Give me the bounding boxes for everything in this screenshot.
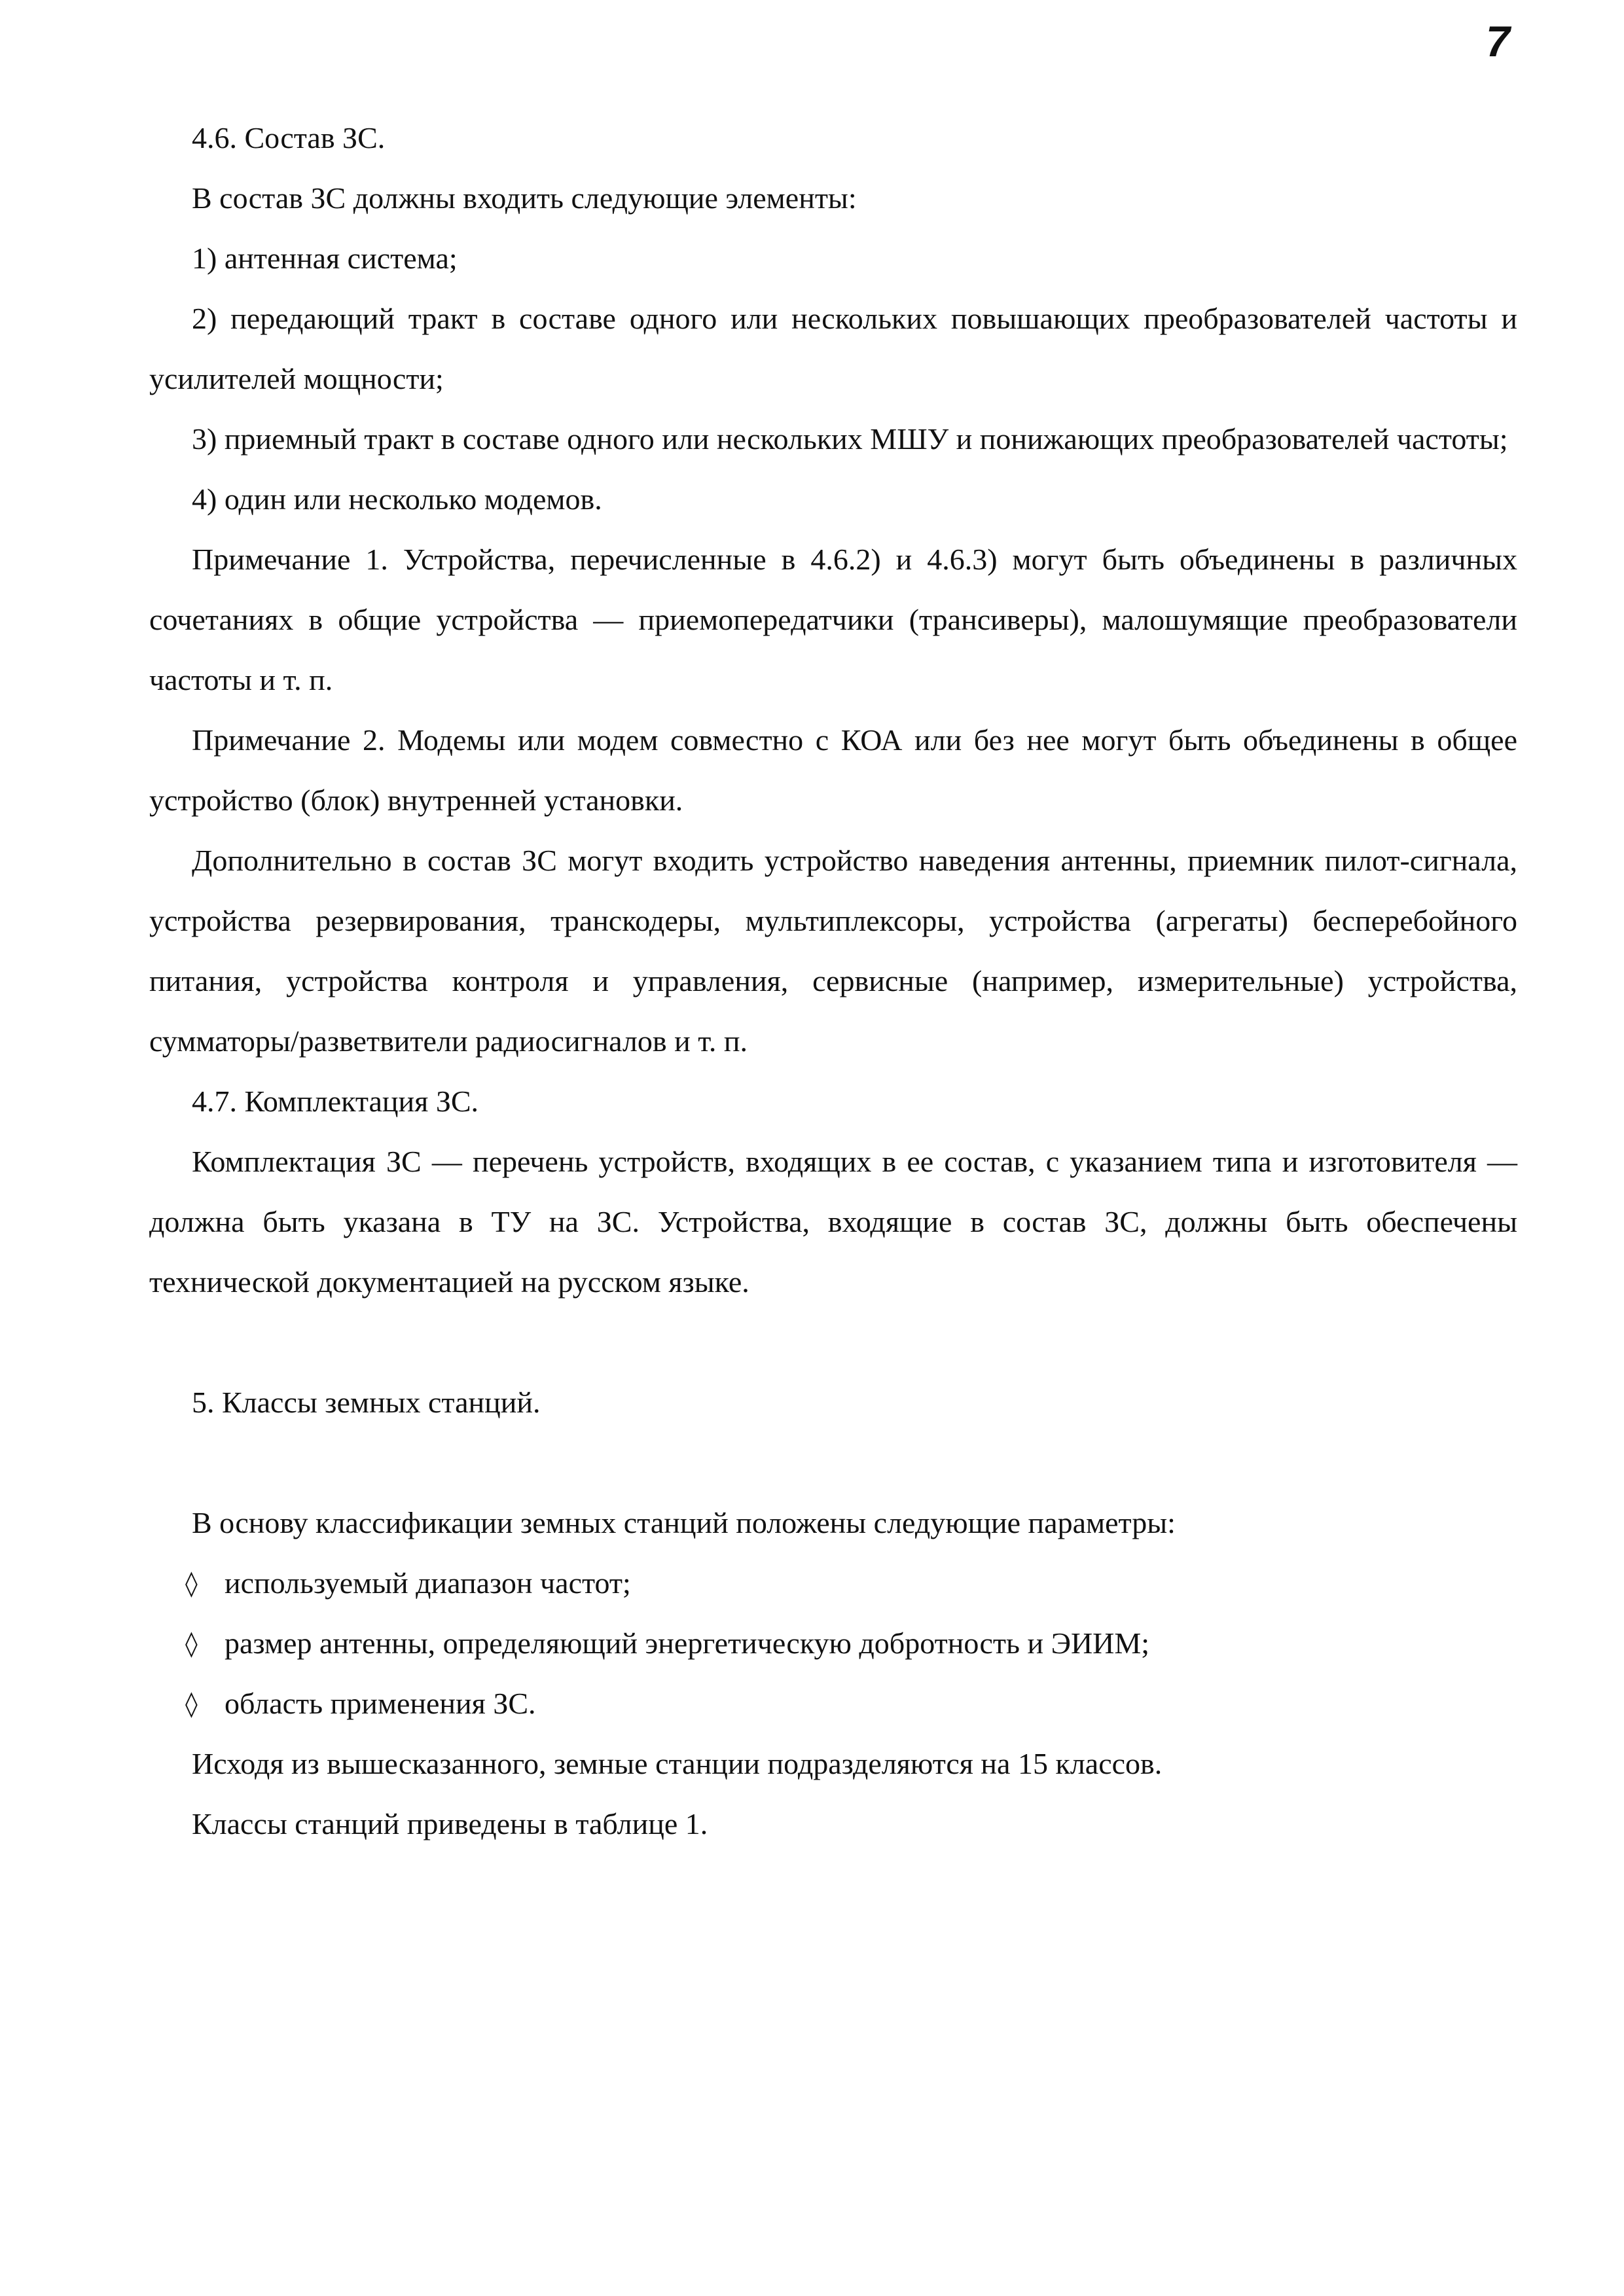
section-5-table-reference: Классы станций приведены в таблице 1. [192, 1807, 708, 1840]
diamond-bullet-icon: ◊ [185, 1569, 198, 1598]
section-5-intro: В основу классификации земных станций положены следующие параметры: [192, 1506, 1176, 1539]
note-1: Примечание 1. Устройства, перечисленные в 4.6.2) и 4.6.3) могут быть объединены в различных сочетаниях в общие устройства — приемопередатчики (трансиверы), малошумящие преобразователи частоты и т. п. [149, 543, 1517, 696]
section-4-6-intro: В состав ЗС должны входить следующие элементы: [192, 181, 857, 215]
additional-equipment: Дополнительно в состав ЗС могут входить устройство наведения антенны, приемник пилот-сигнала, устройства резервирования, транскодеры, мультиплексоры, устройства (агрегаты) бесперебойного питания, устройства контроля и управления, сервисные (например, измерительные) устройства, сумматоры/разветвители радиосигналов и т. п. [149, 844, 1517, 1058]
list-item-receive-path: 3) приемный тракт в составе одного или нескольких МШУ и понижающих преобразователей частоты; [192, 422, 1508, 456]
list-item-antenna: 1) антенная система; [192, 242, 458, 275]
document-body [149, 108, 1517, 1854]
section-4-7-text: Комплектация ЗС — перечень устройств, входящих в ее состав, с указанием типа и изготовителя — должна быть указана в ТУ на ЗС. Устройства, входящие в состав ЗС, должны быть обеспечены технической документацией на русском языке. [149, 1145, 1517, 1299]
diamond-bullet-icon: ◊ [185, 1689, 198, 1718]
list-item-modems: 4) один или несколько модемов. [192, 482, 602, 516]
section-5-heading: 5. Классы земных станций. [192, 1386, 541, 1419]
diamond-bullet-icon: ◊ [185, 1629, 198, 1658]
bullet-item-frequency [149, 1553, 1517, 1613]
bullet-item-antenna-size [149, 1613, 1517, 1674]
bullet-item-application [149, 1674, 1517, 1734]
section-4-6-heading: 4.6. Состав ЗС. [192, 121, 386, 154]
section-5-conclusion: Исходя из вышесказанного, земные станции подразделяются на 15 классов. [192, 1747, 1163, 1780]
bullet-text: размер антенны, определяющий энергетическую добротность и ЭИИМ; [225, 1626, 1150, 1660]
note-2: Примечание 2. Модемы или модем совместно с КОА или без нее могут быть объединены в общее устройство (блок) внутренней установки. [149, 723, 1517, 817]
page-number: 7 [1486, 17, 1510, 65]
section-4-7-heading: 4.7. Комплектация ЗС. [192, 1085, 479, 1118]
bullet-text: используемый диапазон частот; [225, 1566, 631, 1600]
list-item-transmit-path: 2) передающий тракт в составе одного или нескольких повышающих преобразователей частоты и усилителей мощности; [149, 302, 1517, 395]
bullet-text: область применения ЗС. [225, 1687, 536, 1720]
